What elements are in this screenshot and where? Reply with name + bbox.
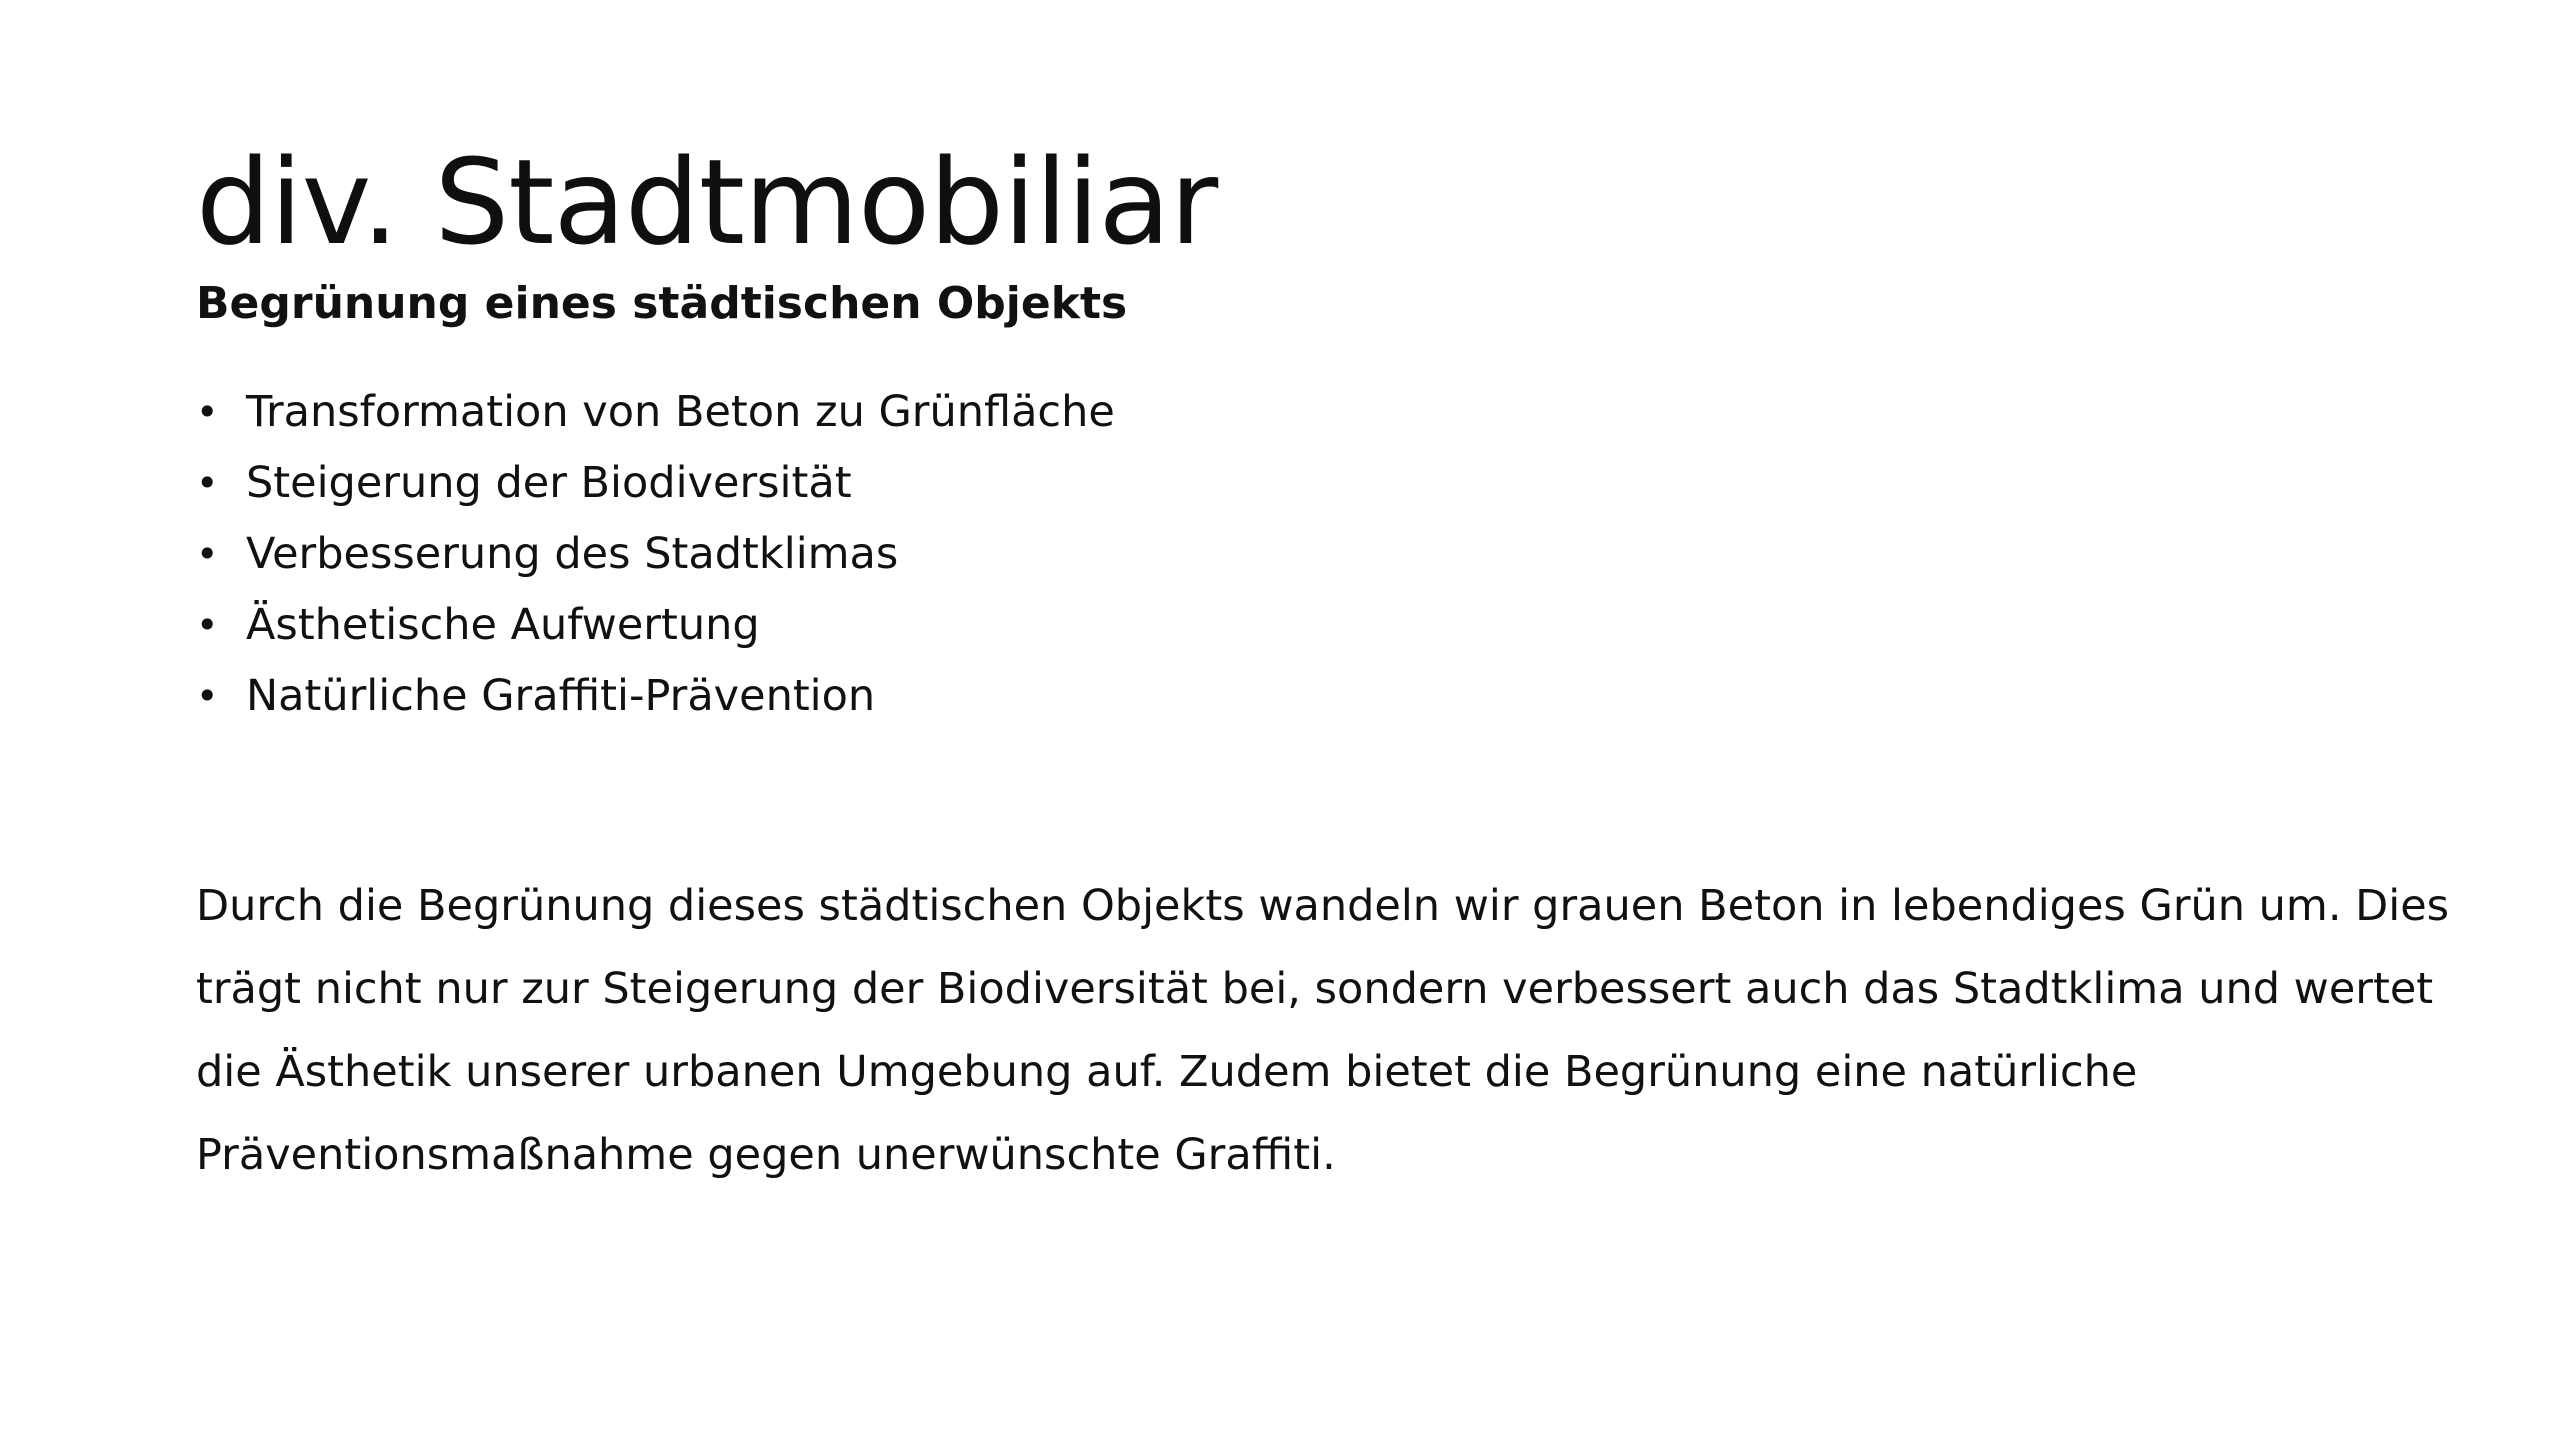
bullet-text: Steigerung der Biodiversität	[246, 457, 852, 508]
slide-subtitle: Begrünung eines städtischen Objekts	[196, 277, 1128, 329]
bullet-item	[196, 590, 2396, 661]
paragraph-line: die Ästhetik unserer urbanen Umgebung auf. Zudem bietet die Begrünung eine natürliche	[196, 1046, 2138, 1097]
bullet-text: Verbesserung des Stadtklimas	[246, 528, 899, 579]
bullet-icon: •	[196, 673, 219, 718]
paragraph-line: trägt nicht nur zur Steigerung der Biodiversität bei, sondern verbessert auch das Stadtklima und wertet	[196, 963, 2434, 1014]
body-paragraph	[196, 865, 2450, 1197]
bullet-icon: •	[196, 602, 219, 647]
slide-title: div. Stadtmobiliar	[196, 133, 1218, 271]
bullet-text: Transformation von Beton zu Grünfläche	[246, 386, 1115, 437]
bullet-item	[196, 377, 2396, 448]
bullet-text: Natürliche Graffiti-Prävention	[246, 670, 876, 721]
bullet-icon: •	[196, 389, 219, 434]
bullet-item	[196, 448, 2396, 519]
slide-content	[196, 133, 2450, 1197]
paragraph-line: Durch die Begrünung dieses städtischen Objekts wandeln wir grauen Beton in lebendiges Grün um. Dies	[196, 880, 2450, 931]
bullet-list	[196, 377, 2396, 732]
bullet-icon: •	[196, 531, 219, 576]
bullet-item	[196, 661, 2396, 732]
paragraph-line: Präventionsmaßnahme gegen unerwünschte Graffiti.	[196, 1129, 1336, 1180]
bullet-icon: •	[196, 460, 219, 505]
bullet-item	[196, 519, 2396, 590]
bullet-text: Ästhetische Aufwertung	[246, 599, 760, 650]
